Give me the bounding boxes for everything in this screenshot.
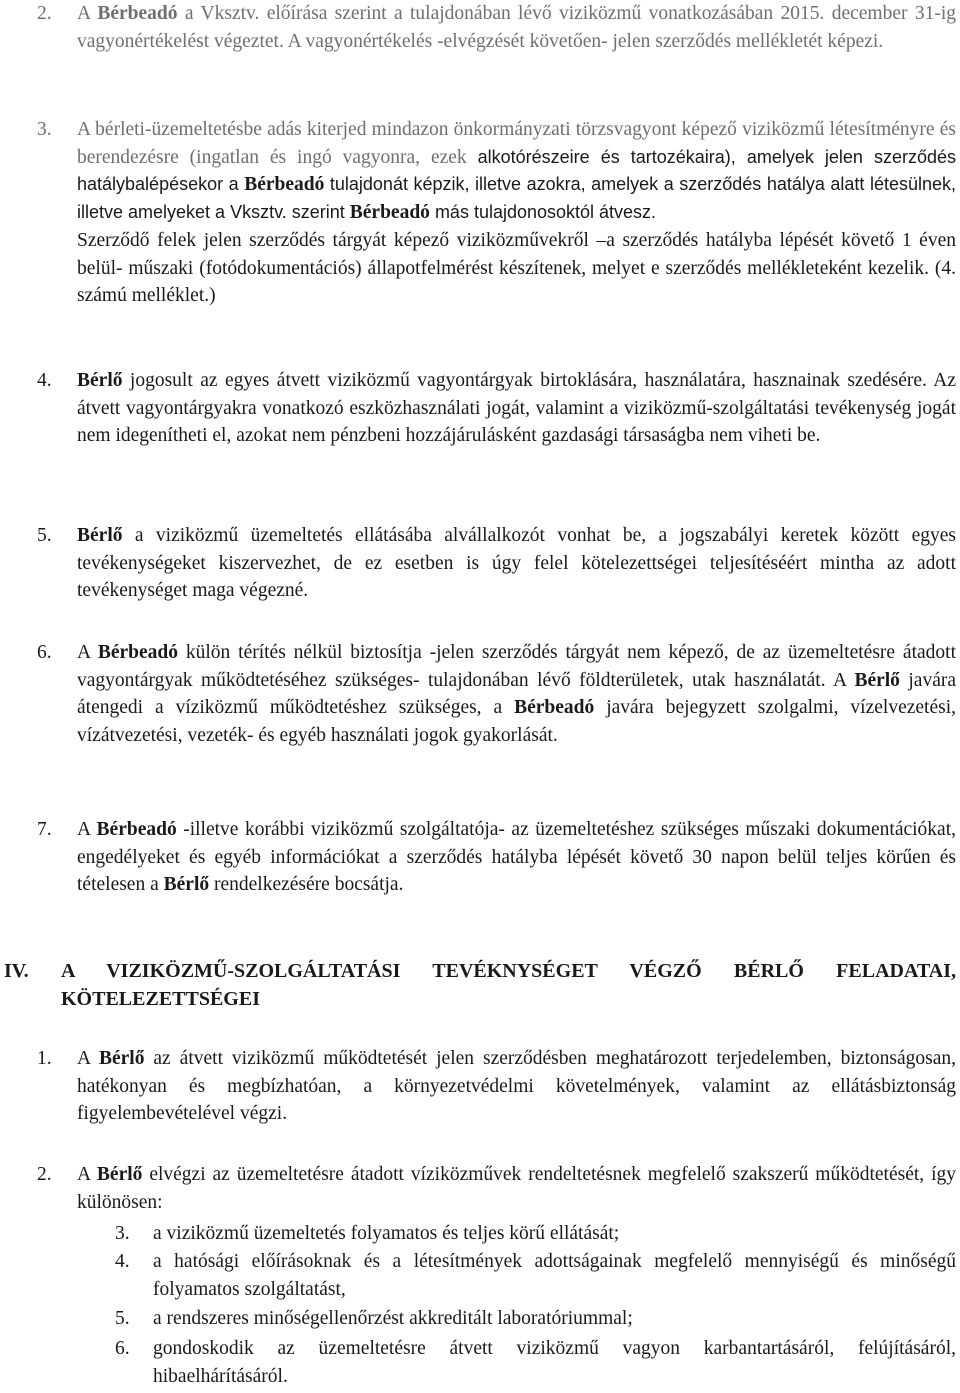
- paragraph-item-5: [37, 522, 956, 605]
- paragraph-item-2: [37, 0, 957, 55]
- section-paragraph-1: [37, 1045, 956, 1128]
- sub-list-item: [115, 1305, 956, 1333]
- paragraph-item-4: [37, 367, 956, 450]
- term-berbeado: Bérbeadó: [97, 642, 179, 663]
- text: más tulajdonosoktól átvesz.: [429, 202, 657, 223]
- text: rendelkezésére bocsátja.: [209, 874, 404, 896]
- sub-list-item: [115, 1220, 956, 1248]
- sub-item-text: a viziközmű üzemeltetés folyamatos és teljes körű ellátását;: [153, 1223, 620, 1244]
- item-number: 5.: [37, 525, 52, 546]
- text: A: [77, 642, 98, 663]
- paragraph-item-7: [37, 816, 956, 899]
- sub-item-number: 5.: [115, 1308, 130, 1329]
- text: a viziközmű üzemeltetés ellátásába alvállalkozót vonhat be, a jogszabályi keretek között egyes tevékenységeket kiszervezhet, de ez esetben is úgy felel kötelezettségei teljesítéséért mintha az adott tevékenységet maga végezné.: [77, 525, 956, 602]
- term-berbeado: Bérbeadó: [244, 174, 325, 196]
- section-number: IV.: [4, 960, 29, 982]
- item-number: 7.: [37, 819, 52, 840]
- text: -illetve korábbi viziközmű szolgáltatója- az üzemeltetéshez szükséges műszaki dokumentációkat, engedélyeket és egyéb információkat a szerződés hatályba lépését követő 30 napon belül teljes körűen és tételesen a: [77, 819, 956, 896]
- item-number: 4.: [37, 370, 52, 391]
- term-berlo: Bérlő: [96, 1164, 143, 1185]
- term-berlo: Bérlő: [854, 669, 900, 691]
- term-berbeado: Bérbeadó: [96, 819, 177, 840]
- sub-item-number: 4.: [115, 1251, 130, 1272]
- text: A: [77, 819, 97, 840]
- text: A bérleti-üzemeltetésbe adás kiterjed mindazon önkormányzati törzsvagyont képező viziközmű létesítményre és berendezésre (ingatlan és ingó vagyonra, ezek: [77, 119, 956, 168]
- term-berbeado: Bérbeadó: [514, 697, 595, 719]
- text: A: [77, 3, 98, 24]
- text: A: [77, 1048, 99, 1069]
- text: jogosult az egyes átvett viziközmű vagyontárgyak birtoklására, használatára, hasznainak szedésére. Az átvett vagyontárgyakra vonatkozó eszközhasználati jogát, valamint a viziközmű-szolgáltatási tevékenység jogát nem idegenítheti el, azokat nem pénzbeni hozzájárulásként gazdasági társaságba nem viheti be.: [77, 370, 956, 447]
- term-berlo: Bérlő: [98, 1048, 145, 1069]
- section-heading: [4, 957, 956, 1013]
- text: alkotórészeire és tartozékaira), amelyek jelen szerződés hatálybalépésekor a: [77, 146, 956, 195]
- text: A: [77, 1164, 97, 1185]
- sub-item-text: gondoskodik az üzemeltetésre átvett viziközmű vagyon karbantartásáról, felújításáról, hibaelhárításáról.: [153, 1338, 956, 1387]
- text: javára átengedi a víziközmű működtetéshez szükséges, a: [77, 669, 956, 719]
- sub-item-text: a rendszeres minőségellenőrzést akkreditált laboratóriummal;: [153, 1308, 633, 1329]
- item-number: 6.: [37, 642, 52, 663]
- sub-list-item: [115, 1335, 956, 1391]
- sub-item-number: 6.: [115, 1338, 130, 1359]
- item-number: 2.: [37, 3, 52, 24]
- paragraph-item-6: [37, 639, 956, 750]
- sub-item-text: a hatósági előírásoknak és a létesítmények adottságainak megfelelő mennyiségű és minőségű folyamatos szolgáltatást,: [153, 1251, 956, 1300]
- item-number: 3.: [37, 119, 52, 140]
- text: elvégzi az üzemeltetésre átadott víziközművek rendeltetésnek megfelelő szakszerű működtetését, így különösen:: [77, 1164, 956, 1213]
- term-berlo: Bérlő: [163, 874, 210, 896]
- term-berbeado: Bérbeadó: [349, 202, 430, 224]
- term-berlo: Bérlő: [77, 370, 123, 391]
- text: a Vksztv. előírása szerint a tulajdonában lévő viziközmű vonatkozásában 2015. december 31-ig vagyonértékelést végeztet. A vagyonértékelés -elvégzését követően- jelen szerződés mellékletét képezi.: [77, 3, 957, 52]
- sub-list-item: [115, 1248, 956, 1304]
- section-paragraph-2: [37, 1161, 956, 1216]
- sub-item-number: 3.: [115, 1223, 130, 1244]
- text: az átvett viziközmű működtetését jelen szerződésben meghatározott terjedelemben, biztonságosan, hatékonyan és megbízhatóan, a környezetvédelmi követelmények, valamint az ellátásbiztonság figyelembevételével végzi.: [77, 1048, 956, 1125]
- section-title: A VIZIKÖZMŰ-SZOLGÁLTATÁSI TEVÉKNYSÉGET VÉGZŐ BÉRLŐ FELADATAI, KÖTELEZETTSÉGEI: [61, 960, 956, 1010]
- text: külön térítés nélkül biztosítja -jelen szerződés tárgyát nem képező, de az üzemeltetésre átadott vagyontárgyak működtetéséhez szükséges- tulajdonában lévő földterületek, utak használatát. A: [77, 642, 956, 691]
- text-block: Szerződő felek jelen szerződés tárgyát képező viziközművekről –a szerződés hatályba lépését követő 1 éven belül- műszaki (fotódokumentációs) állapotfelmérést készítenek, melyet e szerződés mellékleteként kezelik. (4. számú melléklet.): [77, 229, 956, 307]
- text: tulajdonát képzik, illetve azokra, amelyek a szerződés hatálya alatt létesülnek, illetve amelyeket a Vksztv. szerint: [77, 174, 956, 223]
- term-berbeado: Bérbeadó: [97, 3, 178, 24]
- text: javára bejegyzett szolgalmi, vízelvezetési, vízátvezetési, vezeték- és egyéb használati jogok gyakorlását.: [77, 697, 956, 747]
- term-berlo: Bérlő: [77, 525, 123, 546]
- paragraph-item-3: [37, 116, 956, 310]
- item-number: 2.: [37, 1164, 52, 1185]
- item-number: 1.: [37, 1048, 52, 1069]
